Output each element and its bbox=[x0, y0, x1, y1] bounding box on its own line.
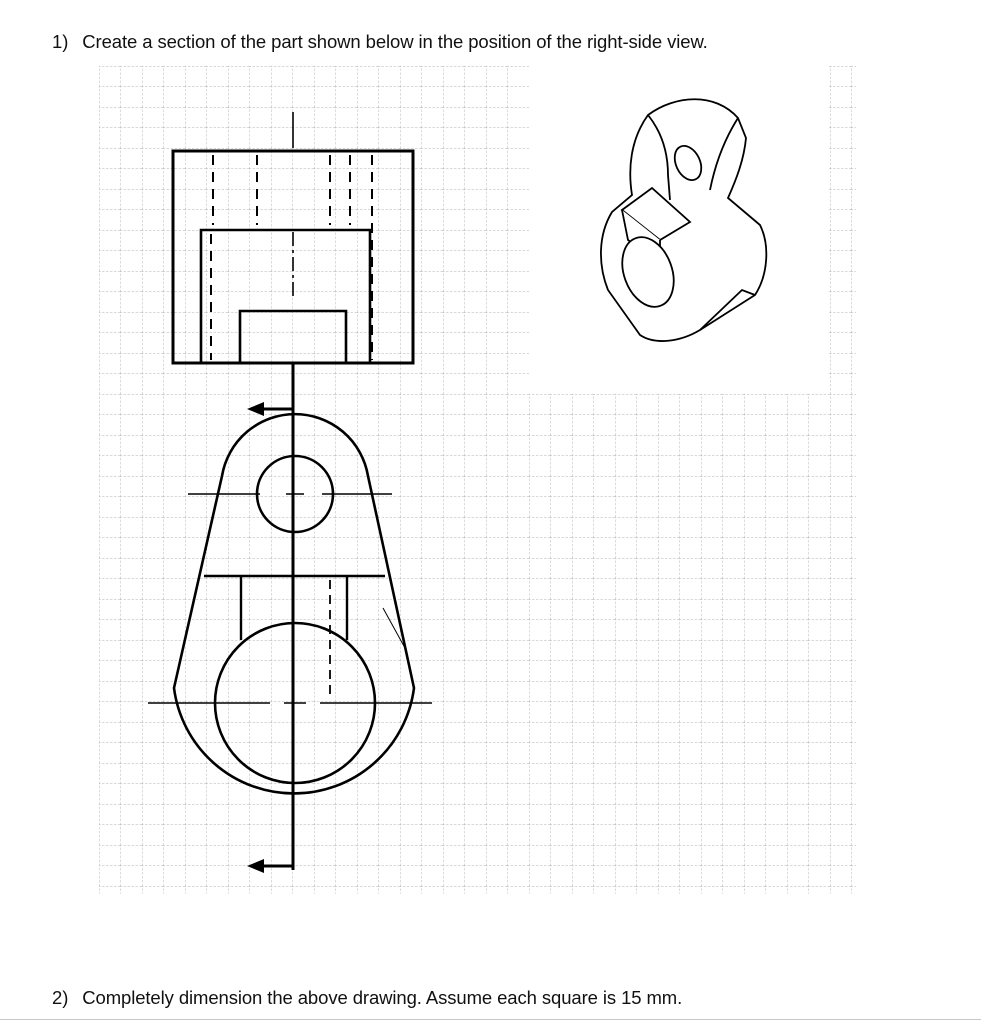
page-bottom-rule bbox=[0, 1019, 981, 1020]
isometric-view bbox=[601, 99, 766, 341]
question-1-number: 1) bbox=[52, 31, 69, 52]
grid-right-strip bbox=[829, 66, 856, 394]
grid-left bbox=[99, 66, 529, 894]
question-2-number: 2) bbox=[52, 987, 69, 1008]
question-2 bbox=[52, 987, 682, 1009]
grid-bottom-right bbox=[529, 394, 856, 894]
question-2-text: Completely dimension the above drawing. Assume each square is 15 mm. bbox=[82, 987, 683, 1008]
question-1-text: Create a section of the part shown below in the position of the right-side view. bbox=[82, 31, 708, 52]
